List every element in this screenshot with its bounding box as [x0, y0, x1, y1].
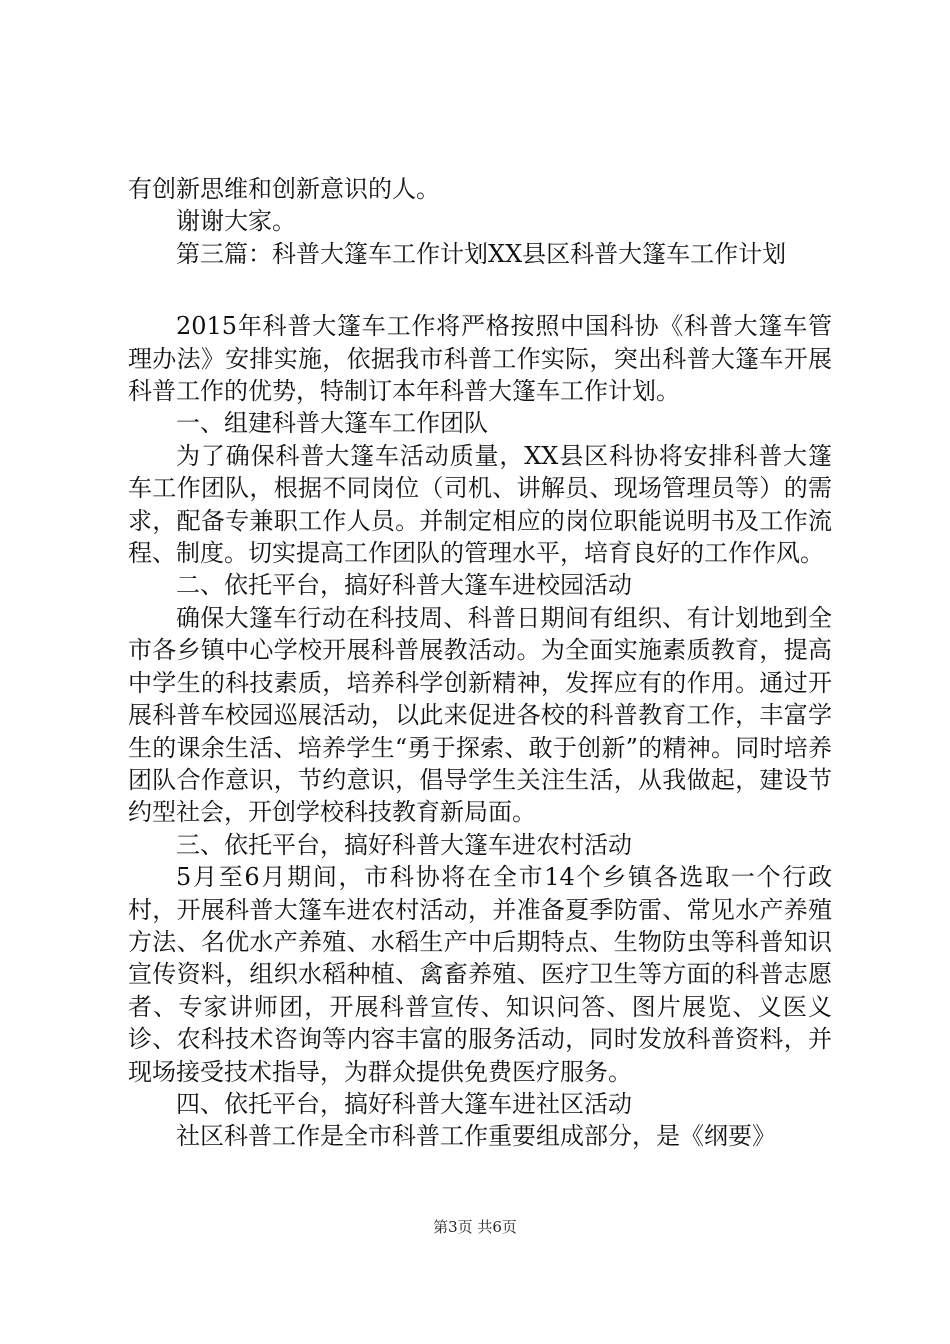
- paragraph-campus: 确保大篷车行动在科技周、科普日期间有组织、有计划地到全市各乡镇中心学校开展科普展教活动。为全面实施素质教育，提高中学生的科技素质，培养科学创新精神，发挥应有的作用。通过开展科普车校园巡展活动，以此来促进各校的科普教育工作，丰富学生的课余生活、培养学生“勇于探索、敢于创新”的精神。同时培养团队合作意识，节约意识，倡导学生关注生活，从我做起，建设节约型社会，开创学校科技教育新局面。: [128, 603, 832, 827]
- document-body: [128, 173, 832, 1153]
- heading-4: 四、依托平台，搞好科普大篷车进社区活动: [176, 1089, 632, 1118]
- heading-2: 二、依托平台，搞好科普大篷车进校园活动: [176, 571, 632, 600]
- paragraph-village: 5月至6月期间，市科协将在全市14个乡镇各选取一个行政村，开展科普大篷车进农村活动，并准备夏季防雷、常见水产养殖方法、名优水产养殖、水稻生产中后期特点、生物防虫等科普知识宣传资料，组织水稻种植、禽畜养殖、医疗卫生等方面的科普志愿者、专家讲师团，开展科普宣传、知识问答、图片展览、义医义诊、农科技术咨询等内容丰富的服务活动，同时发放科普资料，并现场接受技术指导，为群众提供免费医疗服务。: [128, 863, 832, 1086]
- section-title: 第三篇：科普大篷车工作计划XX县区科普大篷车工作计划: [176, 239, 787, 268]
- page-number: 第3页 共6页: [433, 1218, 517, 1236]
- paragraph-community: 社区科普工作是全市科普工作重要组成部分，是《纲要》: [176, 1122, 776, 1151]
- blank-line: [128, 270, 832, 310]
- heading-1: 一、组建科普大篷车工作团队: [176, 409, 488, 438]
- paragraph-team: 为了确保科普大篷车活动质量，XX县区科协将安排科普大篷车工作团队，根据不同岗位（司机、讲解员、现场管理员等）的需求，配备专兼职工作人员。并制定相应的岗位职能说明书及工作流程、制度。切实提高工作团队的管理水平，培育良好的工作作风。: [128, 441, 832, 568]
- paragraph-continuation: 有创新思维和创新意识的人。: [128, 175, 440, 203]
- paragraph-thanks: 谢谢大家。: [176, 207, 296, 236]
- heading-3: 三、依托平台，搞好科普大篷车进农村活动: [176, 830, 632, 859]
- paragraph-intro: 2015年科普大篷车工作将严格按照中国科协《科普大篷车管理办法》安排实施，依据我市科普工作实际，突出科普大篷车开展科普工作的优势，特制订本年科普大篷车工作计划。: [128, 312, 832, 406]
